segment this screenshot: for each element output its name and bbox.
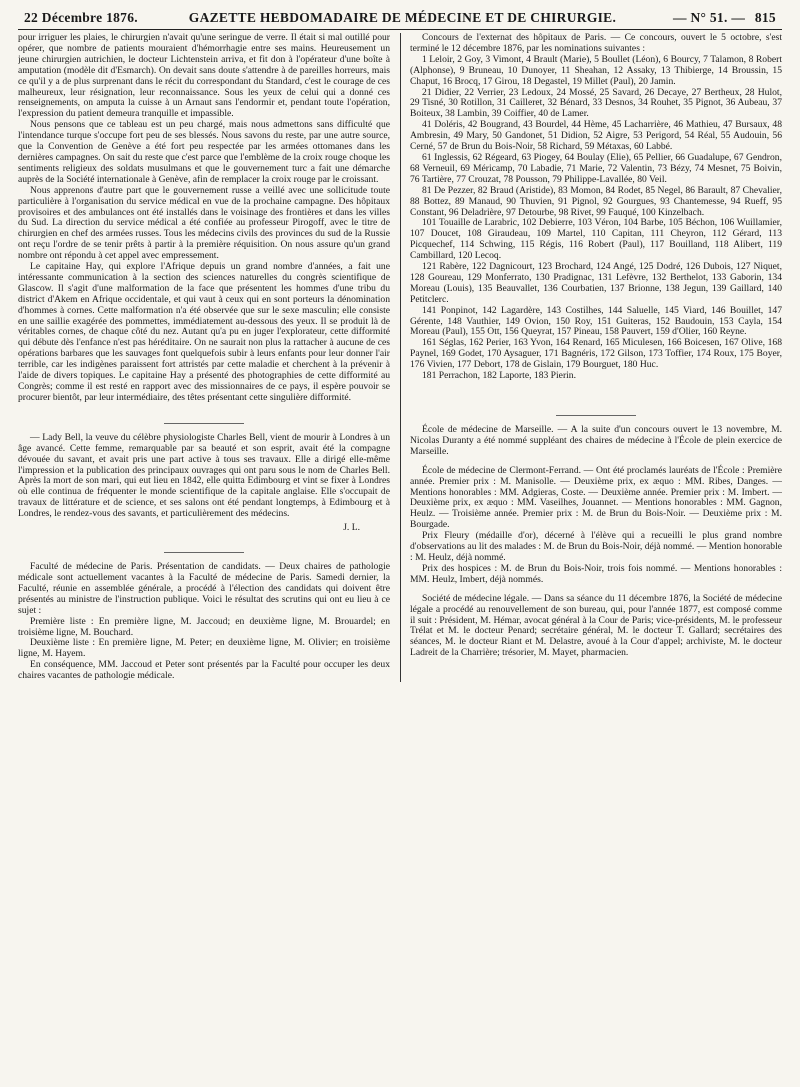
right-column [410,33,782,682]
list-item: 181 Perrachon, 182 Laporte, 183 Pierin. [422,370,576,382]
list-item: 61 Inglessis, 62 Régeard, 63 Piogey, 64 Boulay (Elie), 65 Pellier, 66 Guadalupe, 67 Gendron, 68 Verneuil, 69 Méricamp, 70 Labadie, 71 Marie, 72 Valentin, 73 Bézy, 74 Mesnet, 75 Boivin, 76 Tartière, 77 Crouzat, 78 Pousson, 79 Philippe-Lavallée, 80 Veil. [410,151,782,185]
nominations-list [410,55,782,382]
divider [410,401,782,420]
issue-date: 22 Décembre 1876. [24,10,138,25]
list-item: 141 Ponpinot, 142 Lagardère, 143 Costilhes, 144 Saluelle, 145 Viard, 146 Bouillet, 147 Gérente, 148 Vauthier, 149 Ovion, 150 Roy, 151 Guiteras, 152 Baudouin, 153 Cayla, 154 Moreau (Paul), 155 Ott, 156 Queyrat, 157 Pineau, 158 Pauvert, 159 d'Olier, 160 Reyne. [410,304,782,338]
issue-number: — N° 51. — [672,10,746,25]
columns [18,33,782,682]
page-number: 815 [754,10,776,25]
paragraph: Première liste : En première ligne, M. Jaccoud; en deuxième ligne, M. Brouardel; en troisième ligne, M. Bouchard. [18,615,390,638]
paragraph: — Lady Bell, la veuve du célèbre physiologiste Charles Bell, vient de mourir à Londres à un âge avancé. Cette femme, remarquable par sa beauté et son esprit, avait été la compagne dévouée du savant, et avait pris une part active à tous ses travaux. Elle a dirigé elle-même l'impression et la publication des principaux ouvrages qui ont paru sous le nom de Charles Bell. Après la mort de son mari, qui eut lieu en 1842, elle quitta Edimbourg et vint se fixer à Londres où elle continua de fréquenter le monde scientifique de la capitale anglaise. Elle s'occupait de travaux de littérature et de science, et ses salons ont été pendant longtemps, à Edimbourg et à Londres, le rendez-vous des savants, et particulièrement des médecins. [18,431,390,520]
issue-info [667,10,776,26]
paragraph: Prix des hospices : M. de Brun du Bois-Noir, trois fois nommé. — Mentions honorables : MM. Heulz, Imbert, déjà nommés. [410,562,782,585]
journal-title: GAZETTE HEBDOMADAIRE DE MÉDECINE ET DE CHIRURGIE. [188,10,617,25]
paragraph: École de médecine de Marseille. — A la suite d'un concours ouvert le 13 novembre, M. Nicolas Duranty a été nommé suppléant des chaires de médecine à l'École de plein exercice de Marseille. [410,424,782,457]
list-item: 41 Doléris, 42 Bougrand, 43 Bourdel, 44 Hème, 45 Lacharrière, 46 Mathieu, 47 Bursaux, 48 Ambresin, 49 Mary, 50 Gandonet, 51 Didion, 52 Aigre, 53 Perigord, 54 Réal, 55 Audouin, 56 Cerné, 57 de Brun du Bois-Noir, 58 Richard, 59 Métaxas, 60 Labbé. [410,119,782,153]
list-item: 161 Séglas, 162 Perier, 163 Yvon, 164 Renard, 165 Miculesen, 166 Boicesen, 167 Olive, 168 Paynel, 169 Godet, 170 Aysaguer, 171 Bagnéris, 172 Gilson, 173 Toffier, 174 Roux, 175 Boyer, 176 Vivien, 177 Debort, 178 de Gislain, 179 Bourguet, 180 Huc. [410,337,782,371]
paragraph: École de médecine de Clermont-Ferrand. — Ont été proclamés lauréats de l'École : Première année. Premier prix : M. Manisolle. — Deuxième prix, ex æquo : MM. Ribes, Danges. — Mentions honorables : MM. Adgieras, Coste. — Deuxième année. Premier prix : M. Imbert. — Deuxième prix, ex æquo : MM. Vaseilhes, Jouannet. — Mentions honorables : MM. Gagnon, Heulz. — Troisième année. Premier prix : M. de Brun du Bois-Noir. — Deuxième prix : M. Bourgade. [410,464,782,531]
paragraph: Société de médecine légale. — Dans sa séance du 11 décembre 1876, la Société de médecine légale a procédé au renouvellement de son bureau, qui, pour l'année 1877, est composé comme il suit : Président, M. Hémar, avocat général à la Cour de Paris; vice-présidents, M. le professeur Trélat et M. le docteur Penard; secrétaire général, M. le docteur T. Gallard; secrétaires des séances, M. le docteur Riant et M. Delastre, avoué à la Cour d'appel; archiviste, M. le docteur Ladreit de la Charrière; trésorier, M. Mayet, pharmacien. [410,592,782,659]
paragraph: Concours de l'externat des hôpitaux de Paris. — Ce concours, ouvert le 5 octobre, s'est terminé le 12 décembre 1876, par les nominations suivantes : [410,33,782,54]
paragraph: Le capitaine Hay, qui explore l'Afrique depuis un grand nombre d'années, a fait une intéressante communication à la section des sciences naturelles du congrès scientifique de Glascow. Il s'agit d'une malformation de la face que présentent les hommes d'une tribu du district d'Akem en Afrique occidentale, et qui vaut à ceux qui en sont porteurs la dénomination d'hommes à cornes. Cette malformation n'a été observée que sur le sexe masculin; elle consiste en une saillie exagérée des pommettes, immédiatement au-dessous des yeux. Il se produit là de véritables cornes, de chaque côté du nez. Autant qu'a pu en juger l'explorateur, cette difformité qui débute dès l'enfance n'est pas héréditaire. On ne saurait non plus la rattacher à aucune de ces opérations barbares que les sauvages font quelquefois subir à leurs enfants pour leur donner l'air terrible, car les indigènes paraissent fort attristés par cette maladie et cherchent à la prévenir à l'aide de divers topiques. Le capitaine Hay a présenté des photographies de cette difformité au Congrès; comme il est resté en rapport avec des missionnaires de ce pays, il espère pouvoir se procurer bientôt, par leur intermédiaire, des têtes présentant cette singulière difformité. [18,261,390,403]
paragraph: pour irriguer les plaies, le chirurgien n'avait qu'une seringue de verre. Il était si mal outillé pour opérer, que nombre de patients mouraient d'hémorrhagie entre ses mains. Heureusement un jeune chirurgien autrichien, le docteur Lichtenstein arriva, et fit don à l'opérateur d'une boîte à amputation (modèle dit d'Esmarch). On devait sans doute s'attendre à de pareilles horreurs, mais ce qu'il y a de plus surprenant dans le récit du correspondant du Standard, c'est le courage de ces malheureux, leur résignation, leur reconnaissance. Sous les yeux de celui qui a donné ces renseignements, on amputa la cuisse à un Arnaut sans l'endormir et, pendant toute l'opération, l'expression du patient demeura tranquille et impassible. [18,33,390,120]
list-item: 1 Leloir, 2 Goy, 3 Vimont, 4 Brault (Marie), 5 Boullet (Léon), 6 Bourcy, 7 Talamon, 8 Robert (Alphonse), 9 Bruneau, 10 Dunoyer, 11 Sheahan, 12 Assaky, 13 Thibierge, 14 Broussin, 15 Chaput, 16 Brocq, 17 Girou, 18 Degastel, 19 Millet (Paul), 20 Jamin. [410,53,782,87]
list-item: 81 De Pezzer, 82 Braud (Aristide), 83 Momon, 84 Rodet, 85 Negel, 86 Barault, 87 Chevalier, 88 Bottez, 89 Manaud, 90 Thuvien, 91 Pignol, 92 Gourgues, 93 Chantemesse, 94 Rueff, 95 Constant, 96 Deladrière, 97 Detourbe, 98 Rivet, 99 Fauqué, 100 Kinzelbach. [410,184,782,218]
page-header [18,6,782,30]
paragraph: Nous apprenons d'autre part que le gouvernement russe a veillé avec une sollicitude toute particulière à l'organisation du service médical en vue de la prochaine campagne. Des hôpitaux provisoires et des ambulances ont été installés dans le voisinage des frontières et dans les villes du Sud. La direction du service médical a été confiée au professeur Pirogoff, avec le titre de chirurgien en chef des armées russes. Tous les médecins civils des provinces du sud de la Russie ont reçu l'ordre de se tenir prêts à partir à la première réquisition. On nous assure qu'un grand nombre ont répondu à cet appel avec empressement. [18,184,390,262]
left-column [18,33,390,682]
paragraph: Prix Fleury (médaille d'or), décerné à l'élève qui a recueilli le plus grand nombre d'observations au lit des malades : M. de Brun du Bois-Noir, déjà nommé. — Mention honorable : M. Heulz, déjà nommé. [410,530,782,563]
signature: J. L. [343,522,360,534]
list-item: 101 Touaille de Larabric, 102 Debierre, 103 Véron, 104 Barbe, 105 Béchon, 106 Wuillamier, 107 Doucet, 108 Giraudeau, 109 Martel, 110 Capitan, 111 Cheyron, 112 Gérard, 113 Picquechef, 114 Schwing, 115 Régis, 116 Robert (Paul), 117 Bouilland, 118 Alibert, 119 Cambillard, 120 Lecoq. [410,217,782,262]
paragraph: En conséquence, MM. Jaccoud et Peter sont présentés par la Faculté pour occuper les deux chaires vacantes de pathologie médicale. [18,659,390,682]
column-rule [400,33,401,682]
paragraph: Faculté de médecine de Paris. Présentation de candidats. — Deux chaires de pathologie médicale sont actuellement vacantes à la Faculté de médecine de Paris. Samedi dernier, la Faculté, réunie en assemblée générale, a procédé à l'élection des candidats qui doivent être présentés au ministre de l'instruction publique. Voici le résultat des scrutins qui ont eu lieu à ce sujet : [18,561,390,616]
divider [18,538,390,557]
list-item: 21 Didier, 22 Verrier, 23 Ledoux, 24 Mossé, 25 Savard, 26 Decaye, 27 Bertheux, 28 Hulot, 29 Tisné, 30 Rotillon, 31 Cailleret, 32 Bénard, 33 Desnos, 34 Rouhet, 35 Pignot, 36 Aubeau, 37 Boiteux, 38 Lambin, 39 Coiffier, 40 de Lamer. [410,86,782,120]
paragraph: Deuxième liste : En première ligne, M. Peter; en deuxième ligne, M. Olivier; en troisième ligne, M. Hayem. [18,637,390,660]
list-item: 121 Rabère, 122 Dagnicourt, 123 Brochard, 124 Angé, 125 Dodré, 126 Dubois, 127 Niquet, 128 Goureau, 129 Monferrato, 130 Pradignac, 131 Lefèvre, 132 Berthelot, 133 Gaborin, 134 Moreau (Louis), 135 Beauvallet, 136 Courbatien, 137 Brionne, 138 Jegun, 139 Gaillard, 140 Petitclerc. [410,261,782,305]
divider [18,409,390,428]
paragraph: Nous pensons que ce tableau est un peu chargé, mais nous admettons sans difficulté que l'intendance turque s'occupe fort peu de ses blessés. Nous savons du reste, par une autre source, que la Convention de Genève a été fort peu respectée par les armées ottomanes dans les dernières campagnes. On sait du reste que c'est parce que l'emblème de la croix rouge choque les sentiments religieux des soldats musulmans et que le gouvernement turc a fait une démarche auprès de la Société internationale à Genève, afin de remplacer la croix rouge par le croissant. [18,119,390,185]
